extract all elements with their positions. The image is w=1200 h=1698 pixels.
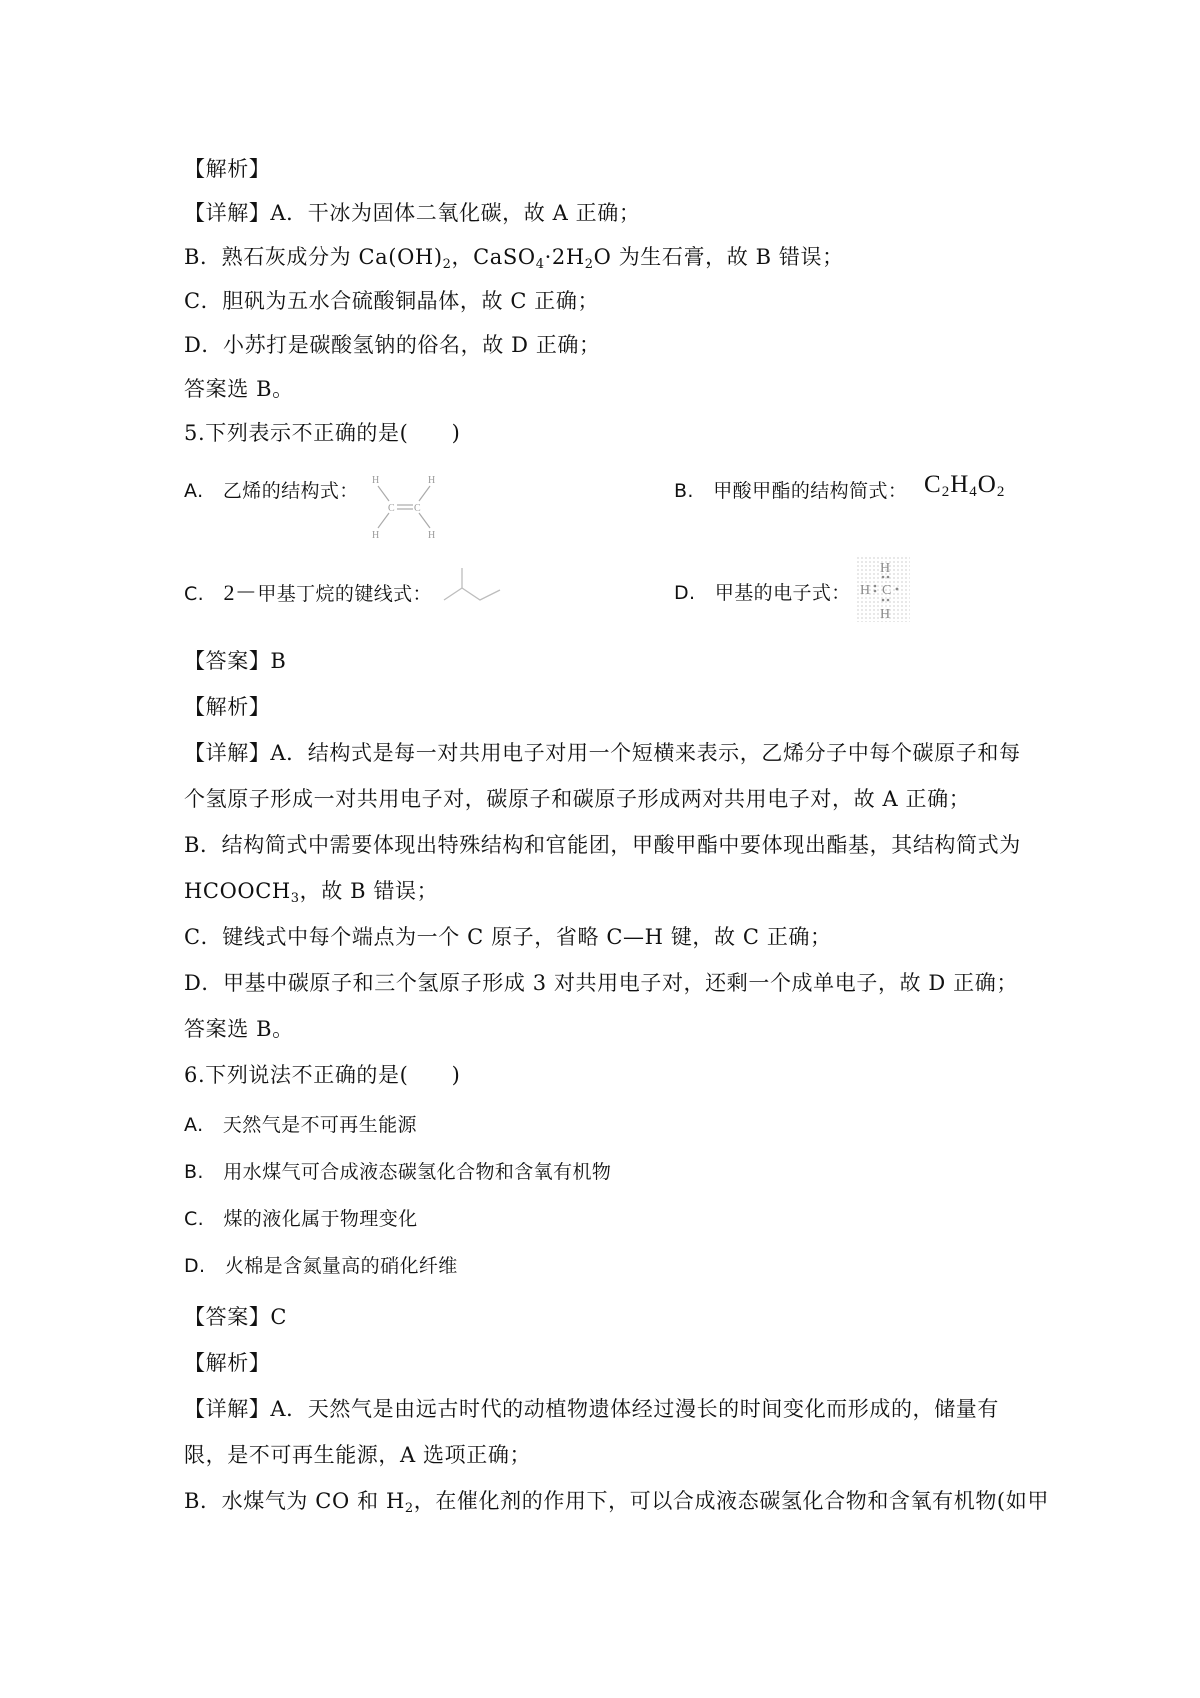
q6-option-d: D. 火棉是含氮量高的硝化纤维 bbox=[184, 1255, 458, 1277]
detail-5-line-5: C．键线式中每个端点为一个 C 原子，省略 C—H 键，故 C 正确； bbox=[184, 925, 832, 949]
ethylene-atom-h1: H bbox=[372, 475, 380, 486]
detail-5-line-4: $HCOOCH_3$，故 B 错误； bbox=[184, 879, 439, 906]
ethylene-atom-h3: H bbox=[372, 530, 380, 541]
ethylene-atom-h2: H bbox=[428, 475, 436, 486]
detail-b: B．熟石灰成分为 $Ca(OH)_2$，$CaSO_4\cdot 2H_2O$ 为生石膏，故 B 错误； bbox=[184, 245, 844, 272]
detail-6-line-2: 限，是不可再生能源，A 选项正确； bbox=[184, 1443, 532, 1467]
q6-option-b: B. 用水煤气可合成液态碳氢化合物和含氧有机物 bbox=[184, 1161, 612, 1183]
q6-option-a: A. 天然气是不可再生能源 bbox=[184, 1114, 417, 1136]
methyl-atom-h-bottom: H bbox=[880, 607, 891, 622]
question-5: 5.下列表示不正确的是( ) bbox=[184, 421, 461, 445]
answer-5: 【答案】B bbox=[184, 649, 287, 673]
q5-option-d: D. 甲基的电子式： bbox=[674, 582, 851, 604]
detail-5-answer: 答案选 B。 bbox=[184, 1017, 294, 1041]
ethylene-atom-h4: H bbox=[428, 530, 436, 541]
methylbutane-skeletal-image bbox=[440, 562, 506, 608]
analysis-5-heading: 【解析】 bbox=[184, 695, 271, 719]
methyl-atom-h-left: H bbox=[860, 583, 871, 598]
detail-5-line-2: 个氢原子形成一对共用电子对，碳原子和碳原子形成两对共用电子对，故 A 正确； bbox=[184, 787, 971, 811]
detail-6-line-3: B．水煤气为 CO 和 $H_2$，在催化剂的作用下，可以合成液态碳氢化合物和含氧有机物(如甲 bbox=[184, 1489, 1049, 1516]
detail-5-line-3: B．结构简式中需要体现出特殊结构和官能团，甲酸甲酯中要体现出酯基，其结构简式为 bbox=[184, 833, 1021, 857]
q6-option-c: C. 煤的液化属于物理变化 bbox=[184, 1208, 418, 1230]
analysis-heading: 【解析】 bbox=[184, 157, 271, 181]
answer-choice: 答案选 B。 bbox=[184, 377, 294, 401]
detail-a: 【详解】A．干冰为固体二氧化碳，故 A 正确； bbox=[184, 201, 641, 225]
q5-option-b-formula: $C_2H_4O_2$ bbox=[924, 471, 1006, 500]
q5-option-c: C. 2－甲基丁烷的键线式： bbox=[184, 580, 432, 605]
answer-6: 【答案】C bbox=[184, 1305, 288, 1329]
methyl-electron-formula-image bbox=[856, 556, 910, 622]
ethylene-structure-image bbox=[364, 472, 448, 542]
detail-d: D．小苏打是碳酸氢钠的俗名，故 D 正确； bbox=[184, 333, 601, 357]
detail-c: C．胆矾为五水合硫酸铜晶体，故 C 正确； bbox=[184, 289, 600, 313]
q5-option-a: A. 乙烯的结构式： bbox=[184, 480, 359, 502]
q5-option-b: B. 甲酸甲酯的结构简式： bbox=[674, 480, 908, 502]
detail-5-line-1: 【详解】A．结构式是每一对共用电子对用一个短横来表示，乙烯分子中每个碳原子和每 bbox=[184, 741, 1021, 765]
ethylene-atom-c2: C bbox=[414, 503, 421, 514]
ethylene-atom-c1: C bbox=[388, 503, 395, 514]
question-6: 6.下列说法不正确的是( ) bbox=[184, 1063, 461, 1087]
detail-6-line-1: 【详解】A．天然气是由远古时代的动植物遗体经过漫长的时间变化而形成的，储量有 bbox=[184, 1397, 999, 1421]
methyl-atom-h-top: H bbox=[880, 561, 891, 576]
analysis-6-heading: 【解析】 bbox=[184, 1351, 271, 1375]
methyl-atom-c: C bbox=[882, 583, 892, 598]
detail-5-line-6: D．甲基中碳原子和三个氢原子形成 3 对共用电子对，还剩一个成单电子，故 D 正确； bbox=[184, 971, 1018, 995]
